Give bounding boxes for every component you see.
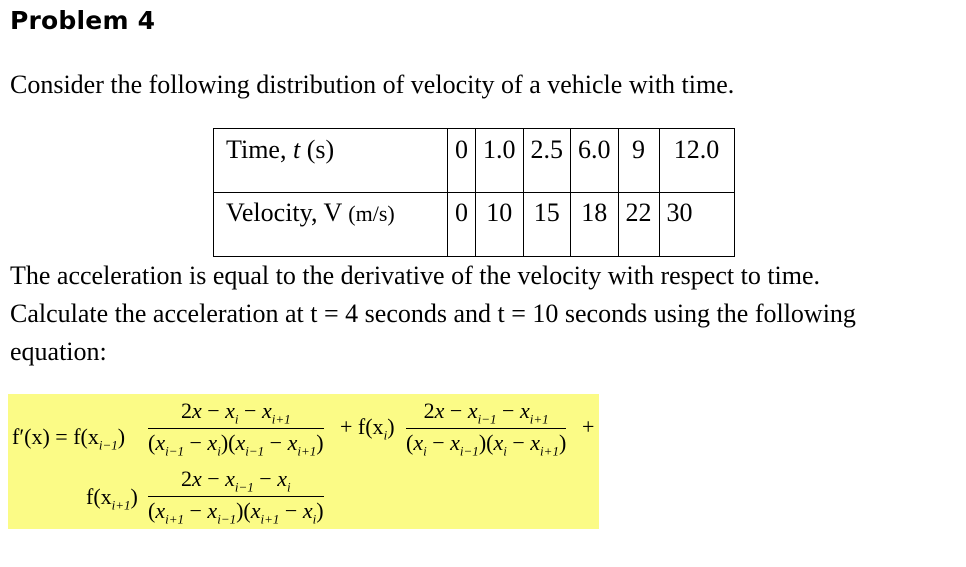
time-cell: 9 [618, 129, 659, 193]
equation-term2-prefix: + $f(x_i)$ [340, 414, 395, 443]
velocity-table [213, 128, 735, 257]
table-row-velocity [214, 193, 735, 257]
velocity-unit: (m/s) [348, 201, 395, 226]
time-label: Time, [226, 135, 287, 164]
problem-title: Problem 4 [10, 6, 156, 35]
paragraph-calculate: Calculate the acceleration at t = 4 seconds and t = 10 seconds using the following [10, 299, 856, 328]
equation-term3-prefix: $f(x_{i+1})$ [86, 484, 138, 513]
equation-lhs: $f'(x) = f(x_{i-1})$ [12, 424, 126, 453]
table-row-time [214, 129, 735, 193]
time-cell: 12.0 [659, 129, 734, 193]
time-symbol: t [292, 135, 301, 164]
time-unit: (s) [306, 135, 335, 164]
time-cell: 1.0 [476, 129, 524, 193]
velocity-header [214, 193, 448, 257]
time-cell: 0 [448, 129, 476, 193]
time-cell: 6.0 [571, 129, 619, 193]
intro-text: Consider the following distribution of velocity of a vehicle with time. [10, 70, 735, 99]
velocity-cell: 10 [476, 193, 524, 257]
fraction-3: $\frac{2x - x_{i-1} - x_i}{(x_{i+1} - x_{i-1})(x_{i+1} - x_i)}$ [148, 466, 324, 527]
time-cell: 2.5 [523, 129, 571, 193]
fraction-1: $\frac{2x - x_i - x_{i+1}}{(x_{i-1} - x_i)(x_{i-1} - x_{i+1})}$ [148, 398, 324, 459]
equation-plus: + [582, 414, 595, 439]
paragraph-equation-label: equation: [10, 337, 107, 366]
fraction-2: $\frac{2x - x_{i-1} - x_{i+1}}{(x_i - x_{i-1})(x_i - x_{i+1})}$ [406, 398, 567, 459]
velocity-cell: 30 [659, 193, 734, 257]
velocity-label: Velocity, V [226, 198, 342, 227]
velocity-cell: 15 [523, 193, 571, 257]
equation-box [8, 394, 599, 529]
paragraph-acceleration: The acceleration is equal to the derivative of the velocity with respect to time. [10, 261, 821, 290]
time-header [214, 129, 448, 193]
velocity-cell: 0 [448, 193, 476, 257]
velocity-cell: 18 [571, 193, 619, 257]
velocity-cell: 22 [618, 193, 659, 257]
